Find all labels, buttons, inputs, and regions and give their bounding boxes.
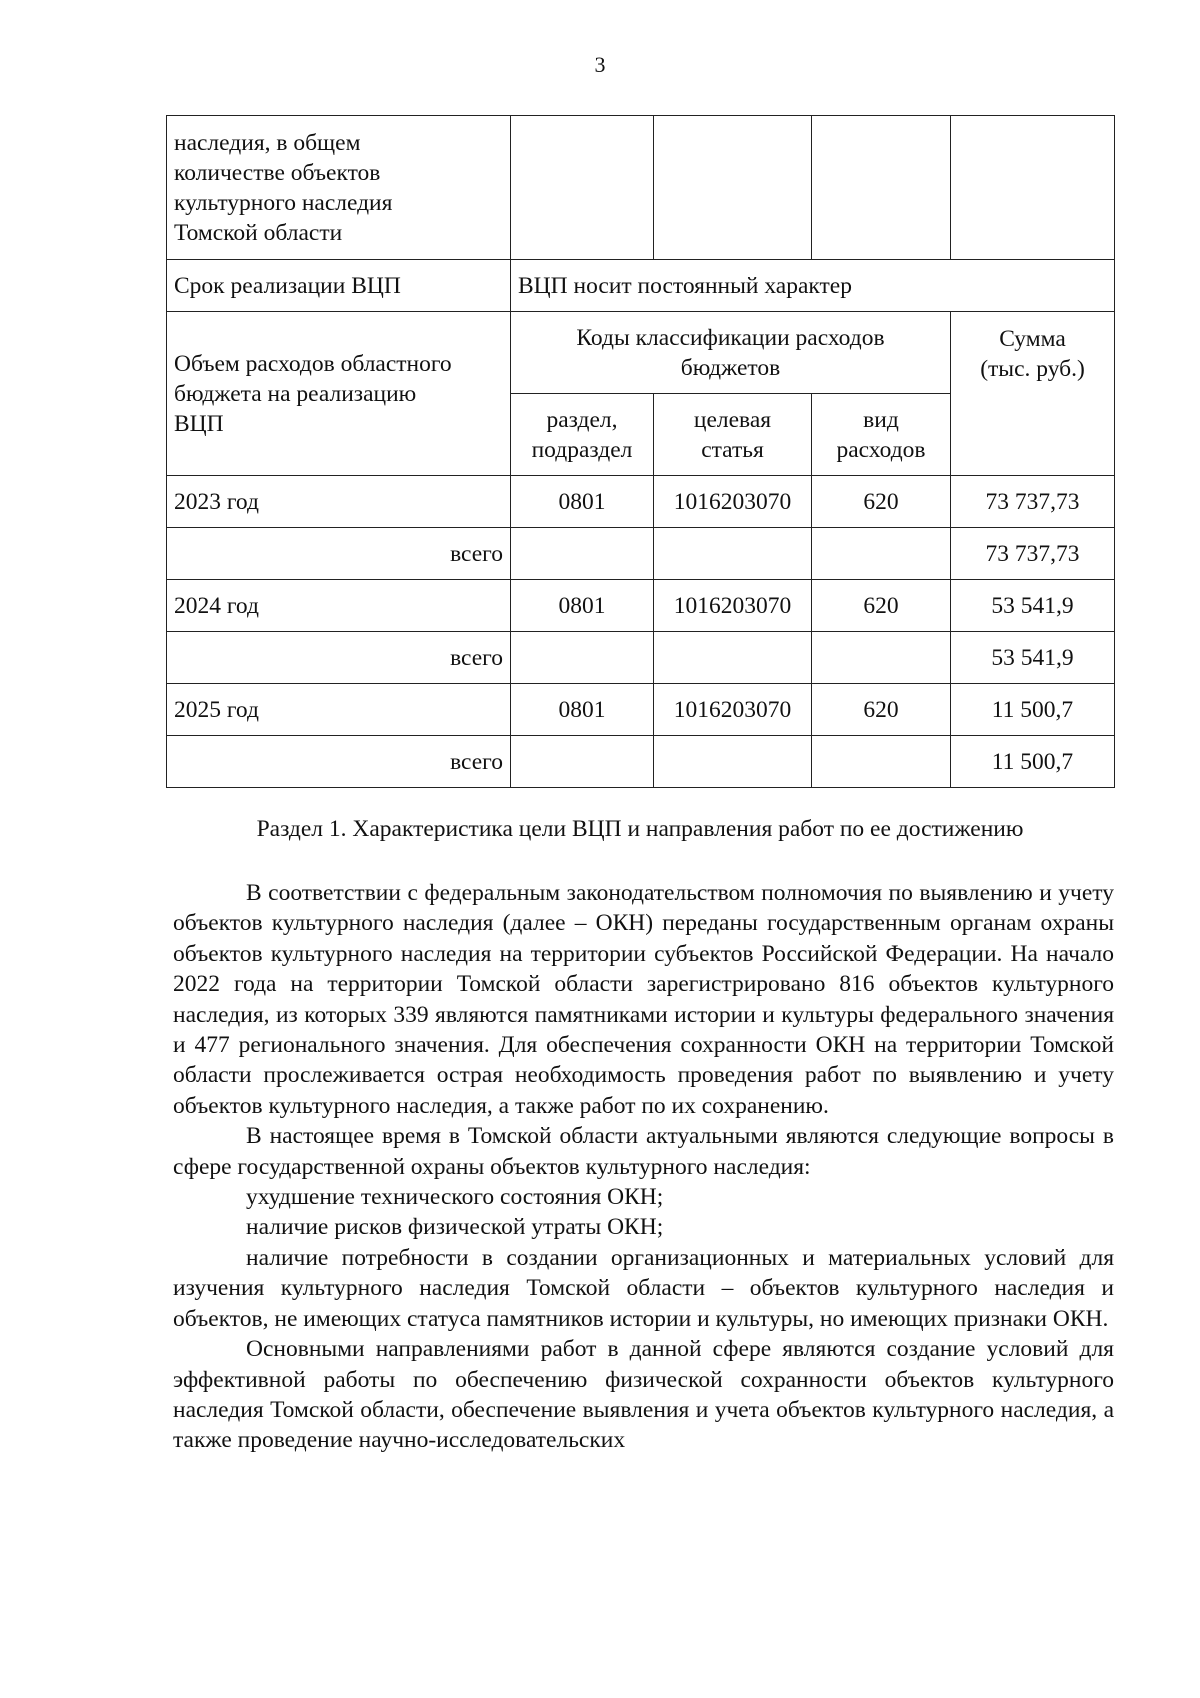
table-row-total (167, 528, 1115, 580)
target-code-cell: 1016203070 (654, 580, 812, 632)
empty-cell (511, 736, 654, 788)
section-code-cell: 0801 (511, 476, 654, 528)
term-value: ВЦП носит постоянный характер (511, 260, 1115, 312)
type-header: вид расходов (812, 394, 951, 476)
expenses-label: Объем расходов областного бюджета на реализацию ВЦП (167, 312, 511, 476)
total-sum-cell: 73 737,73 (951, 528, 1115, 580)
list-item: наличие рисков физической утраты ОКН; (246, 1214, 664, 1241)
table-row-year (167, 684, 1115, 736)
total-label: всего (167, 632, 511, 684)
term-label: Срок реализации ВЦП (167, 260, 511, 312)
sum-header: Сумма (тыс. руб.) (951, 312, 1115, 476)
page-number: 3 (594, 52, 606, 77)
table-row-total (167, 632, 1115, 684)
total-label: всего (167, 528, 511, 580)
target-code-cell: 1016203070 (654, 684, 812, 736)
section-header: раздел, подраздел (511, 394, 654, 476)
empty-cell (812, 632, 951, 684)
empty-cell (654, 116, 812, 260)
target-header: целевая статья (654, 394, 812, 476)
paragraph: В соответствии с федеральным законодательством полномочия по выявлению и учету объектов культурного наследия (далее – ОКН) переданы государственным органам охраны объектов культурного наследия на территории субъектов Российской Федерации. На начало 2022 года на территории Томской области зарегистрировано 816 объектов культурного наследия, из которых 339 являются памятниками истории и культуры федерального значения и 477 регионального значения. Для обеспечения сохранности ОКН на территории Томской области прослеживается острая необходимость проведения работ по выявлению и учету объектов культурного наследия, а также работ по их сохранению. (173, 880, 1114, 1119)
year-cell: 2024 год (167, 580, 511, 632)
expense-type-cell: 620 (812, 580, 951, 632)
total-label: всего (167, 736, 511, 788)
sum-cell: 53 541,9 (951, 580, 1115, 632)
empty-cell (812, 116, 951, 260)
indicator-cell: наследия, в общем количестве объектов культурного наследия Томской области (167, 116, 511, 260)
empty-cell (511, 116, 654, 260)
year-cell: 2025 год (167, 684, 511, 736)
total-sum-cell: 11 500,7 (951, 736, 1115, 788)
sum-cell: 11 500,7 (951, 684, 1115, 736)
year-cell: 2023 год (167, 476, 511, 528)
expense-type-cell: 620 (812, 476, 951, 528)
empty-cell (812, 736, 951, 788)
section-code-cell: 0801 (511, 580, 654, 632)
paragraph: Основными направлениями работ в данной сфере являются создание условий для эффективной работы по обеспечению физической сохранности объектов культурного наследия Томской области, обеспечение выявления и учета объектов культурного наследия, а также проведение научно-исследовательских (173, 1336, 1114, 1454)
table-row-term (167, 260, 1115, 312)
codes-header: Коды классификации расходов бюджетов (511, 312, 951, 394)
total-sum-cell: 53 541,9 (951, 632, 1115, 684)
list-item: наличие потребности в создании организационных и материальных условий для изучения культурного наследия Томской области – объектов культурного наследия и объектов, не имеющих статуса памятников истории и культуры, но имеющих признаки ОКН. (173, 1244, 1114, 1332)
section-code-cell: 0801 (511, 684, 654, 736)
empty-cell (654, 632, 812, 684)
empty-cell (511, 632, 654, 684)
empty-cell (511, 528, 654, 580)
sum-cell: 73 737,73 (951, 476, 1115, 528)
table-row-year (167, 580, 1115, 632)
empty-cell (951, 116, 1115, 260)
expense-type-cell: 620 (812, 684, 951, 736)
section-heading: Раздел 1. Характеристика цели ВЦП и направления работ по ее достижению (256, 816, 1024, 842)
table-header-row-top (167, 312, 1115, 394)
empty-cell (654, 528, 812, 580)
list-item: ухудшение технического состояния ОКН; (246, 1184, 664, 1211)
empty-cell (812, 528, 951, 580)
table-row-indicator-continuation (167, 116, 1115, 260)
body-text (173, 878, 1114, 1456)
empty-cell (654, 736, 812, 788)
target-code-cell: 1016203070 (654, 476, 812, 528)
paragraph: В настоящее время в Томской области актуальными являются следующие вопросы в сфере государственной охраны объектов культурного наследия: (173, 1123, 1114, 1180)
budget-table (166, 115, 1115, 788)
table-row-total (167, 736, 1115, 788)
table-row-year (167, 476, 1115, 528)
